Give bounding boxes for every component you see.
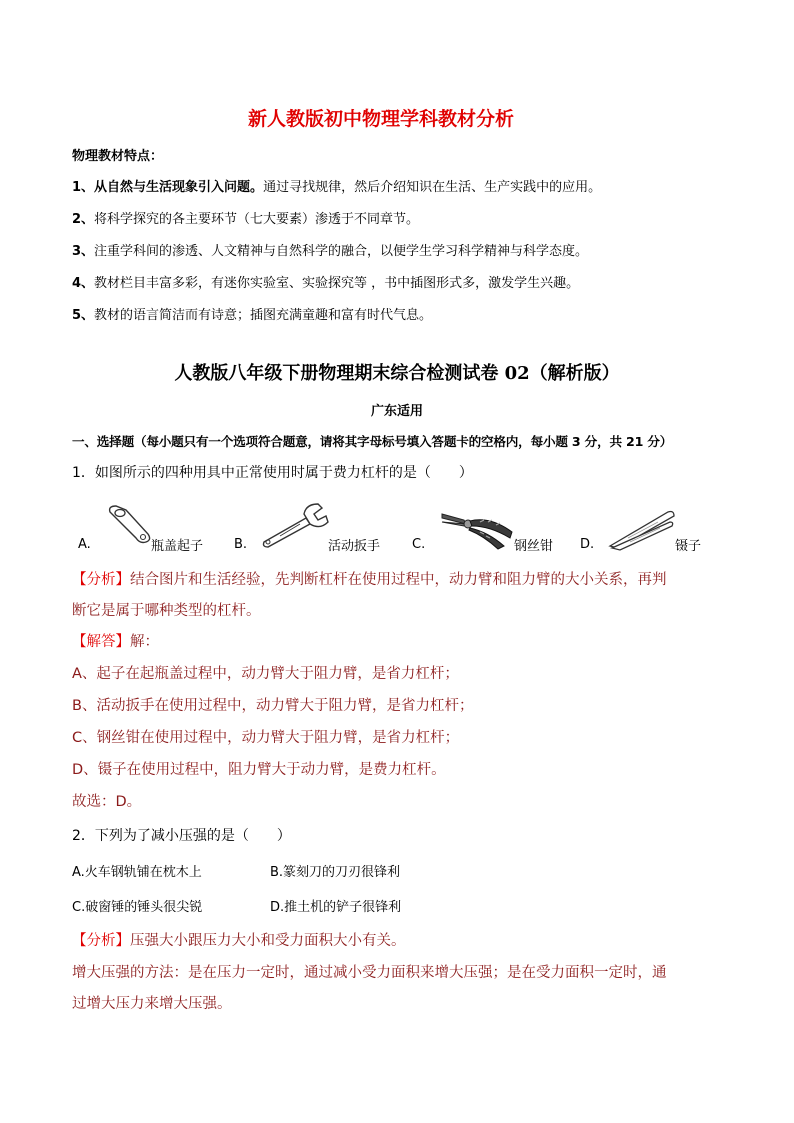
- tweezers-icon: [608, 508, 676, 550]
- exam-title: 人教版八年级下册物理期末综合检测试卷 02（解析版）: [174, 363, 620, 384]
- bottle-opener-icon: [104, 504, 154, 546]
- q1-answer-intro: [72, 630, 159, 651]
- q1-analysis-line-2: 断它是属于哪种类型的杠杆。: [72, 603, 261, 619]
- q2-option-c: C.破窗锤的锤头很尖锐: [72, 900, 203, 915]
- option-d-label: 镊子: [675, 539, 702, 554]
- feature-item-5: [72, 304, 432, 323]
- q2-option-d: D.推土机的铲子很锋利: [270, 900, 402, 915]
- answer-tag: 【解答】: [72, 634, 130, 650]
- q2-option-a: A.火车钢轨铺在枕木上: [72, 865, 202, 880]
- option-d-letter: D.: [580, 537, 595, 552]
- feature-item-3: [72, 240, 588, 259]
- feature-item-2: [72, 208, 419, 227]
- analysis-text: 压强大小跟压力大小和受力面积大小有关。: [130, 933, 406, 949]
- option-c-label: 钢丝钳: [514, 539, 554, 554]
- document-title: 新人教版初中物理学科教材分析: [248, 108, 515, 130]
- feature-text: 将科学探究的各主要环节（七大要素）渗透于不同章节。: [94, 212, 420, 227]
- feature-num: 3、: [72, 244, 95, 259]
- feature-num: 1、: [72, 180, 95, 195]
- q2-method-line-2: 过增大压力来增大压强。: [72, 996, 232, 1012]
- section-heading: 一、选择题（每小题只有一个选项符合题意，请将其字母标号填入答题卡的空格内，每小题 3 分，共 21 分）: [72, 434, 673, 449]
- option-b-letter: B.: [234, 537, 248, 552]
- q1-answer-line-c: C、钢丝钳在使用过程中，动力臂大于阻力臂，是省力杠杆；: [72, 730, 460, 746]
- analysis-text: 结合图片和生活经验，先判断杠杆在使用过程中，动力臂和阻力臂的大小关系，再判: [130, 572, 667, 588]
- exam-subtitle: 广东适用: [370, 404, 423, 419]
- option-b-label: 活动扳手: [328, 539, 381, 554]
- feature-num: 5、: [72, 308, 95, 323]
- analysis-tag: 【分析】: [72, 933, 130, 949]
- answer-intro-text: 解：: [130, 634, 159, 650]
- q1-conclusion: 故选：D。: [72, 794, 142, 810]
- feature-bold-text: 从自然与生活现象引入问题。: [94, 180, 264, 195]
- feature-text: 教材栏目丰富多彩，有迷你实验室、实验探究等 ，书中插图形式多，激发学生兴趣。: [94, 276, 580, 291]
- question-1-stem: 1．如图所示的四种用具中正常使用时属于费力杠杆的是（ ）: [72, 465, 473, 481]
- feature-text: 注重学科间的渗透、人文精神与自然科学的融合，以便学生学习科学精神与科学态度。: [94, 244, 589, 259]
- q1-analysis-line-1: [72, 568, 667, 589]
- option-a-label: 瓶盖起子: [151, 539, 204, 554]
- q2-option-b: B.篆刻刀的刀刃很锋利: [270, 865, 401, 880]
- pliers-icon: [440, 508, 515, 550]
- q1-answer-line-d: D、镊子在使用过程中，阻力臂大于动力臂，是费力杠杆。: [72, 762, 446, 778]
- q2-analysis: [72, 929, 406, 950]
- analysis-tag: 【分析】: [72, 572, 130, 588]
- feature-text: 教材的语言简洁而有诗意；插图充满童趣和富有时代气息。: [94, 308, 433, 323]
- option-a-letter: A.: [78, 537, 91, 552]
- feature-num: 2、: [72, 212, 95, 227]
- q1-answer-line-a: A、起子在起瓶盖过程中，动力臂大于阻力臂，是省力杠杆；: [72, 666, 459, 682]
- feature-text: 通过寻找规律，然后介绍知识在生活、生产实践中的应用。: [263, 180, 602, 195]
- question-2-stem: 2．下列为了减小压强的是（ ）: [72, 828, 291, 844]
- feature-num: 4、: [72, 276, 95, 291]
- q1-answer-line-b: B、活动扳手在使用过程中，动力臂大于阻力臂，是省力杠杆；: [72, 698, 474, 714]
- wrench-icon: [260, 500, 332, 548]
- feature-item-1: [72, 176, 601, 195]
- features-heading: 物理教材特点：: [72, 149, 164, 164]
- option-c-letter: C.: [412, 537, 426, 552]
- q2-method-line-1: 增大压强的方法：是在压力一定时，通过减小受力面积来增大压强；是在受力面积一定时，通: [72, 965, 667, 981]
- feature-item-4: [72, 272, 579, 291]
